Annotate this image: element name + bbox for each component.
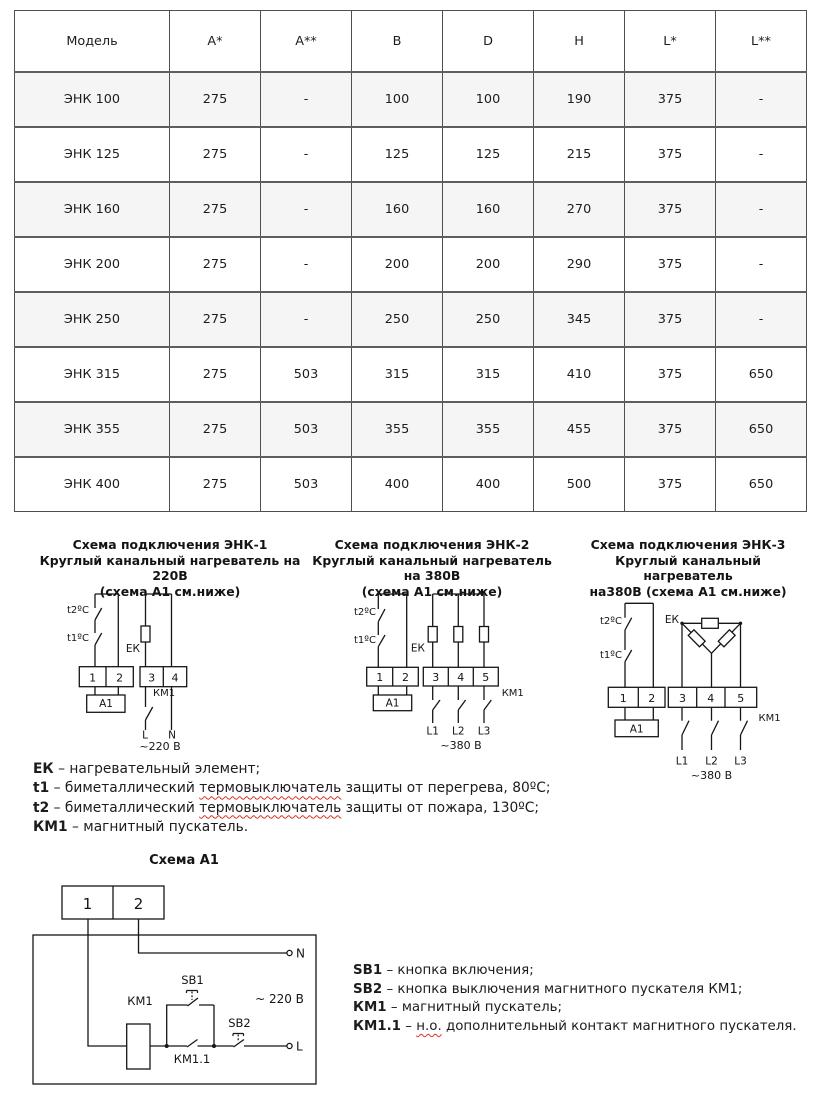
table-cell: - xyxy=(261,182,352,237)
legend-dash: – xyxy=(53,780,61,797)
t2-label: t2ºС xyxy=(67,605,89,616)
col-header-l2: L** xyxy=(716,11,807,73)
legend-item-km11 xyxy=(353,1018,797,1037)
terminal-5: 5 xyxy=(737,691,745,705)
km1-label: КМ1 xyxy=(501,688,524,699)
table-cell: 275 xyxy=(170,237,261,292)
table-cell: 375 xyxy=(625,72,716,127)
legend-term: SB1 xyxy=(353,963,383,978)
a1-label: А1 xyxy=(385,697,400,710)
legend-text: кнопка включения; xyxy=(397,963,534,978)
table-cell: 375 xyxy=(625,182,716,237)
legend-dash: – xyxy=(72,818,79,835)
table-cell: 200 xyxy=(352,237,443,292)
enk2-title-line3: (схема А1 см.ниже) xyxy=(361,583,503,599)
legend-item-t1 xyxy=(33,779,551,798)
heater-resistor-icon xyxy=(688,630,705,647)
terminal-1: 1 xyxy=(89,671,97,685)
terminal-1: 1 xyxy=(619,691,627,705)
t2-label: t2ºС xyxy=(354,607,376,618)
thermal-switch-branch xyxy=(625,603,653,687)
table-cell: 355 xyxy=(352,402,443,457)
table-cell: - xyxy=(716,292,807,347)
km1-coil-icon xyxy=(127,1024,150,1069)
table-row xyxy=(15,457,807,512)
legend-term: SB2 xyxy=(353,981,383,997)
phase-l-label: L xyxy=(296,1039,303,1054)
thermal-switch-branch xyxy=(378,594,406,667)
table-row xyxy=(15,292,807,347)
km1-contacts-icon xyxy=(433,686,492,723)
terminal-3: 3 xyxy=(432,671,440,684)
enk2-title-line1: Схема подключения ЭНК-2 xyxy=(334,537,530,552)
terminal-5: 5 xyxy=(482,671,490,684)
table-cell: 650 xyxy=(716,457,807,512)
table-cell: 500 xyxy=(534,457,625,512)
t1-label: t1ºС xyxy=(600,650,622,661)
t1-label: t1ºС xyxy=(354,635,376,646)
voltage-label: ~220 В xyxy=(139,740,181,753)
terminal-4: 4 xyxy=(171,671,179,685)
table-cell: 375 xyxy=(625,127,716,182)
table-cell: 200 xyxy=(443,237,534,292)
table-cell: 375 xyxy=(625,402,716,457)
voltage-label: ~380 В xyxy=(440,739,482,752)
enk3-title-line1: Схема подключения ЭНК-3 xyxy=(590,537,786,552)
ek-label: ЕК xyxy=(410,642,425,655)
legend-text: магнитный пускатель. xyxy=(83,818,249,835)
phase-l-label: L xyxy=(142,729,148,742)
enk1-title-line2: Круглый канальный нагреватель на 220В xyxy=(39,552,301,584)
legend-term: КМ1.1 xyxy=(353,1018,401,1034)
n-terminal-node xyxy=(287,950,292,955)
phase-l3-label: L3 xyxy=(734,755,747,768)
enk1-title-line1: Схема подключения ЭНК-1 xyxy=(72,537,268,552)
wiring-legend xyxy=(33,760,551,837)
t1-label: t1ºС xyxy=(67,633,89,644)
table-cell: 275 xyxy=(170,72,261,127)
a1-label: А1 xyxy=(99,698,113,710)
km1-label: КМ1 xyxy=(153,688,176,699)
table-cell: 275 xyxy=(170,347,261,402)
table-cell: 100 xyxy=(443,72,534,127)
legend-text: кнопка выключения магнитного пускателя КМ1; xyxy=(397,981,743,997)
table-cell: 503 xyxy=(261,347,352,402)
junction-dot xyxy=(165,1044,169,1048)
table-cell: ЭНК 100 xyxy=(15,72,170,127)
table-cell: 160 xyxy=(352,182,443,237)
table-cell: 125 xyxy=(352,127,443,182)
enk3-title-line3: на380В (схема А1 см.ниже) xyxy=(589,583,787,599)
neutral-n-label: N xyxy=(296,946,305,961)
col-header-b: B xyxy=(352,11,443,73)
table-cell: 315 xyxy=(443,347,534,402)
table-row xyxy=(15,182,807,237)
km1-label: КМ1 xyxy=(127,994,153,1008)
legend-text: нагревательный элемент; xyxy=(69,761,261,777)
enk3-schematic xyxy=(570,590,810,792)
legend-text: защиты от пожара, 130ºС; xyxy=(341,799,540,816)
terminal-2: 2 xyxy=(402,671,409,684)
terminal-block-12 xyxy=(608,687,665,707)
legend-text-underlined: термовыключатель xyxy=(199,799,342,816)
phase-l2-label: L2 xyxy=(452,725,465,738)
heater-resistor-icon xyxy=(718,630,735,647)
legend-text: биметаллический xyxy=(64,780,200,797)
table-cell: 400 xyxy=(352,457,443,512)
table-cell: 125 xyxy=(443,127,534,182)
table-row xyxy=(15,402,807,457)
legend-term: КМ1 xyxy=(353,1000,387,1016)
voltage-label: ~ 220 В xyxy=(255,992,304,1006)
table-cell: - xyxy=(261,127,352,182)
legend-dash: – xyxy=(58,761,65,777)
table-cell: 503 xyxy=(261,402,352,457)
a1-legend xyxy=(353,962,797,1036)
enk1-title-line3: (схема А1 см.ниже) xyxy=(99,583,241,599)
table-cell: 503 xyxy=(261,457,352,512)
table-cell: 270 xyxy=(534,182,625,237)
table-cell: ЭНК 200 xyxy=(15,237,170,292)
table-cell: 160 xyxy=(443,182,534,237)
terminal-1: 1 xyxy=(82,895,93,913)
legend-item-km1 xyxy=(353,999,797,1018)
table-cell: ЭНК 400 xyxy=(15,457,170,512)
heater-resistor-icon xyxy=(454,627,463,643)
col-header-d: D xyxy=(443,11,534,73)
terminal-2: 2 xyxy=(133,895,144,913)
table-row xyxy=(15,347,807,402)
table-cell: 355 xyxy=(443,402,534,457)
neutral-n-label: N xyxy=(168,729,176,742)
table-cell: - xyxy=(716,72,807,127)
table-cell: 275 xyxy=(170,292,261,347)
legend-dash: – xyxy=(390,1000,398,1016)
table-row xyxy=(15,72,807,127)
col-header-h: H xyxy=(534,11,625,73)
a1-leads xyxy=(625,707,653,720)
table-cell: 315 xyxy=(352,347,443,402)
legend-term: ЕК xyxy=(33,761,54,777)
thermal-switch-branch xyxy=(95,594,118,667)
junction-dot xyxy=(212,1044,216,1048)
col-header-a1: A* xyxy=(170,11,261,73)
table-cell: ЭНК 160 xyxy=(15,182,170,237)
table-cell: 375 xyxy=(625,237,716,292)
terminal-1: 1 xyxy=(376,671,384,684)
terminal-4: 4 xyxy=(707,691,715,705)
col-header-model: Модель xyxy=(15,11,170,73)
legend-term: t1 xyxy=(33,780,50,797)
ek-label: ЕК xyxy=(664,614,679,626)
enk1-wires xyxy=(79,594,186,730)
legend-text: защиты от перегрева, 80ºС; xyxy=(341,780,551,797)
table-cell: 345 xyxy=(534,292,625,347)
table-cell: - xyxy=(716,127,807,182)
l-terminal-node xyxy=(287,1043,292,1048)
table-cell: 650 xyxy=(716,347,807,402)
sb1-label: SB1 xyxy=(181,973,204,987)
terminal-3: 3 xyxy=(679,691,686,705)
table-cell: 275 xyxy=(170,457,261,512)
legend-text: биметаллический xyxy=(64,799,200,816)
table-cell: 455 xyxy=(534,402,625,457)
table-cell: - xyxy=(261,292,352,347)
enk3-title-line2: Круглый канальный нагреватель xyxy=(615,552,761,584)
table-cell: 375 xyxy=(625,457,716,512)
table-cell: - xyxy=(716,182,807,237)
table-cell: ЭНК 250 xyxy=(15,292,170,347)
legend-text-underlined: термовыключатель xyxy=(199,780,342,797)
table-cell: - xyxy=(716,237,807,292)
a1-schema-title: Схема А1 xyxy=(149,853,219,868)
legend-dash: – xyxy=(386,963,394,978)
ek-label: ЕК xyxy=(125,643,140,655)
heater-resistor-icon xyxy=(428,627,437,643)
a1-leads xyxy=(378,686,406,695)
t2-label: t2ºС xyxy=(600,616,622,627)
table-cell: ЭНК 125 xyxy=(15,127,170,182)
table-cell: 215 xyxy=(534,127,625,182)
terminal-4: 4 xyxy=(457,671,465,684)
heater-resistor-icon xyxy=(702,618,719,628)
legend-text: магнитный пускатель; xyxy=(401,1000,563,1016)
legend-item-ek xyxy=(33,760,551,779)
legend-dash: – xyxy=(386,981,394,997)
legend-item-sb2 xyxy=(353,981,797,1000)
enk2-title-line2: Круглый канальный нагреватель на 380В xyxy=(312,552,552,584)
table-cell: 100 xyxy=(352,72,443,127)
table-cell: 250 xyxy=(443,292,534,347)
legend-term: t2 xyxy=(33,799,50,816)
km1-contacts-icon xyxy=(682,707,748,750)
legend-item-sb1 xyxy=(353,962,797,981)
phase-l1-label: L1 xyxy=(426,725,439,738)
table-cell: ЭНК 355 xyxy=(15,402,170,457)
table-row xyxy=(15,237,807,292)
table-header-row xyxy=(15,11,807,73)
table-cell: 650 xyxy=(716,402,807,457)
enk2-schematic xyxy=(310,590,560,772)
table-cell: 190 xyxy=(534,72,625,127)
km1-label: КМ1 xyxy=(758,713,781,724)
terminal-2: 2 xyxy=(648,691,656,705)
terminal-3: 3 xyxy=(148,671,156,685)
phase-l2-label: L2 xyxy=(705,755,718,768)
spec-table xyxy=(14,10,807,512)
table-cell: 375 xyxy=(625,347,716,402)
heater-resistor-icon xyxy=(141,626,150,642)
km11-label: КМ1.1 xyxy=(173,1052,211,1066)
heater-resistor-icon xyxy=(480,627,489,643)
legend-dash: – xyxy=(405,1018,412,1034)
col-header-l1: L* xyxy=(625,11,716,73)
table-cell: 275 xyxy=(170,182,261,237)
table-cell: 400 xyxy=(443,457,534,512)
table-cell: 410 xyxy=(534,347,625,402)
table-cell: 250 xyxy=(352,292,443,347)
table-cell: 275 xyxy=(170,127,261,182)
table-cell: - xyxy=(261,72,352,127)
legend-dash: – xyxy=(53,799,61,816)
sb2-label: SB2 xyxy=(228,1016,251,1030)
a1-leads xyxy=(95,687,118,695)
phase-l1-label: L1 xyxy=(675,755,689,768)
legend-item-t2 xyxy=(33,799,551,818)
legend-term: КМ1 xyxy=(33,818,68,835)
table-cell: 275 xyxy=(170,402,261,457)
table-row xyxy=(15,127,807,182)
terminal-2: 2 xyxy=(116,671,124,685)
a1-label: А1 xyxy=(629,723,644,736)
legend-text-underlined: н.о. xyxy=(416,1018,442,1034)
table-cell: 375 xyxy=(625,292,716,347)
phase-l3-label: L3 xyxy=(477,725,491,738)
voltage-label: ~380 В xyxy=(690,769,733,782)
table-cell: - xyxy=(261,237,352,292)
col-header-a2: A** xyxy=(261,11,352,73)
table-cell: 290 xyxy=(534,237,625,292)
table-cell: ЭНК 315 xyxy=(15,347,170,402)
legend-item-km1 xyxy=(33,818,551,837)
enk1-schematic xyxy=(30,590,260,762)
legend-text: дополнительный контакт магнитного пускателя. xyxy=(441,1018,797,1034)
